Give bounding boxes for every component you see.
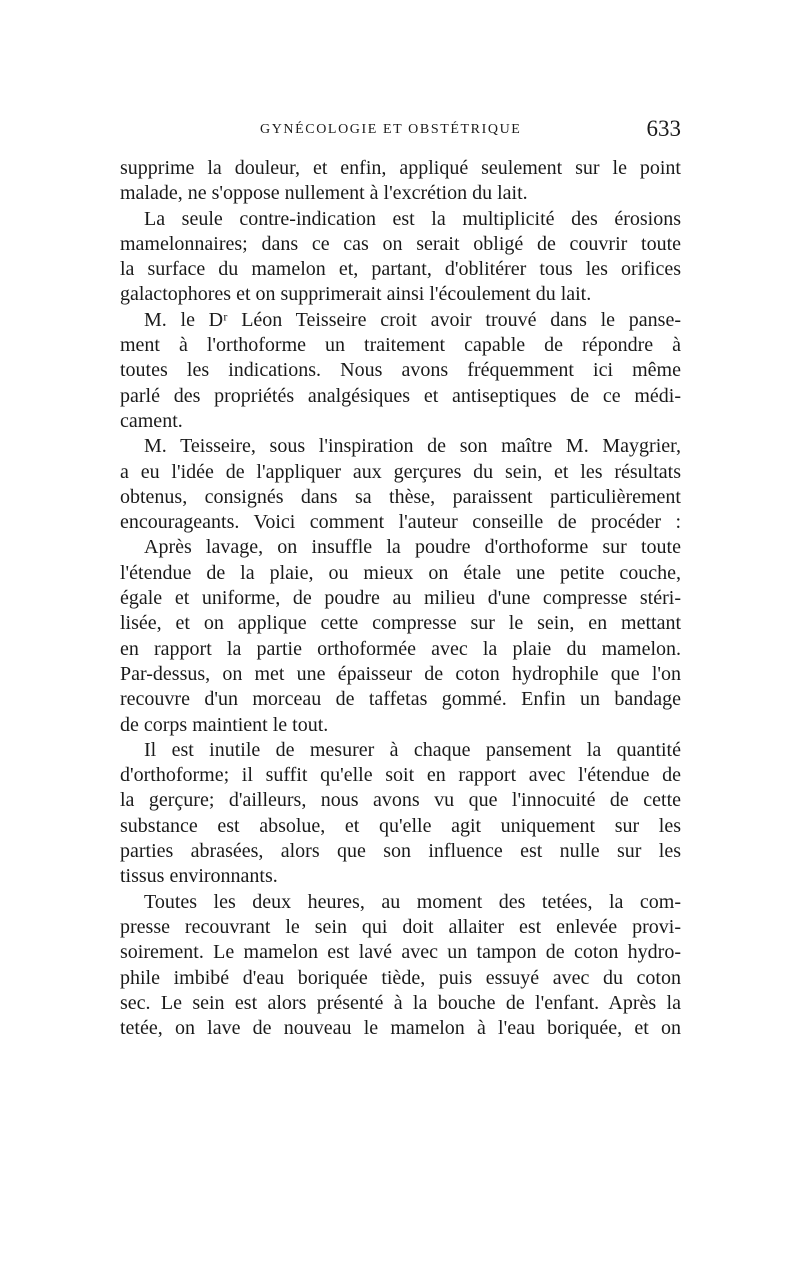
paragraph-start-line: Après lavage, on insuffle la poudre d'orthoforme sur toute — [144, 536, 681, 559]
text-line: parlé des propriétés analgésiques et antiseptiques de ce médi- — [120, 384, 681, 407]
text-line: la surface du mamelon et, partant, d'oblitérer tous les orifices — [120, 258, 681, 281]
text-line: l'étendue de la plaie, ou mieux on étale une petite couche, — [120, 561, 681, 584]
text-line: en rapport la partie orthoformée avec la plaie du mamelon. — [120, 637, 681, 660]
text-line: substance est absolue, et qu'elle agit uniquement sur les — [120, 814, 681, 837]
text-line: supprime la douleur, et enfin, appliqué seulement sur le point — [120, 157, 681, 179]
text-line: de corps maintient le tout. — [120, 713, 329, 736]
page-number: 633 — [646, 116, 681, 141]
text-line: obtenus, consignés dans sa thèse, paraissent particulièrement — [120, 485, 681, 508]
text-line: Par-dessus, on met une épaisseur de coton hydrophile que l'on — [120, 662, 681, 685]
text-line: égale et uniforme, de poudre au milieu d'une compresse stéri- — [120, 587, 681, 610]
text-line: la gerçure; d'ailleurs, nous avons vu que l'innocuité de cette — [120, 789, 681, 812]
text-line: mamelonnaires; dans ce cas on serait obligé de couvrir toute — [120, 232, 681, 255]
text-line: presse recouvrant le sein qui doit allaiter est enlevée provi- — [120, 915, 681, 938]
paragraph-start-line: M. Teisseire, sous l'inspiration de son maître M. Maygrier, — [144, 435, 681, 458]
text-line: a eu l'idée de l'appliquer aux gerçures du sein, et les résultats — [120, 460, 681, 483]
text-line: recouvre d'un morceau de taffetas gommé. Enfin un bandage — [120, 688, 681, 711]
text-line: galactophores et on supprimerait ainsi l'écoulement du lait. — [120, 283, 592, 306]
paragraph-start-line: Il est inutile de mesurer à chaque pansement la quantité — [144, 738, 681, 761]
paragraph-start-line: Toutes les deux heures, au moment des tetées, la com- — [144, 890, 681, 913]
text-line: lisée, et on applique cette compresse sur le sein, en mettant — [120, 612, 681, 635]
text-line: tissus environnants. — [120, 865, 278, 888]
paragraph-start-line: M. le Dʳ Léon Teisseire croit avoir trouvé dans le panse- — [144, 308, 681, 331]
text-line: sec. Le sein est alors présenté à la bouche de l'enfant. Après la — [120, 991, 681, 1014]
text-line: phile imbibé d'eau boriquée tiède, puis essuyé avec du coton — [120, 966, 681, 989]
text-line: tetée, on lave de nouveau le mamelon à l'eau boriquée, et on — [120, 1017, 681, 1040]
running-title: GYNÉCOLOGIE ET OBSTÉTRIQUE — [260, 122, 522, 137]
text-line: parties abrasées, alors que son influence est nulle sur les — [120, 840, 681, 863]
text-line: cament. — [120, 409, 183, 432]
text-line: malade, ne s'oppose nullement à l'excrétion du lait. — [120, 182, 528, 205]
text-line: ment à l'orthoforme un traitement capable de répondre à — [120, 334, 681, 357]
text-line: d'orthoforme; il suffit qu'elle soit en rapport avec l'étendue de — [120, 764, 681, 787]
text-line: toutes les indications. Nous avons fréquemment ici même — [120, 359, 681, 382]
body-text — [120, 156, 681, 1041]
text-line: soirement. Le mamelon est lavé avec un tampon de coton hydro- — [120, 941, 681, 964]
page-header — [120, 118, 681, 146]
text-line: encourageants. Voici comment l'auteur conseille de procéder : — [120, 511, 681, 534]
paragraph-start-line: La seule contre-indication est la multiplicité des érosions — [144, 207, 681, 230]
